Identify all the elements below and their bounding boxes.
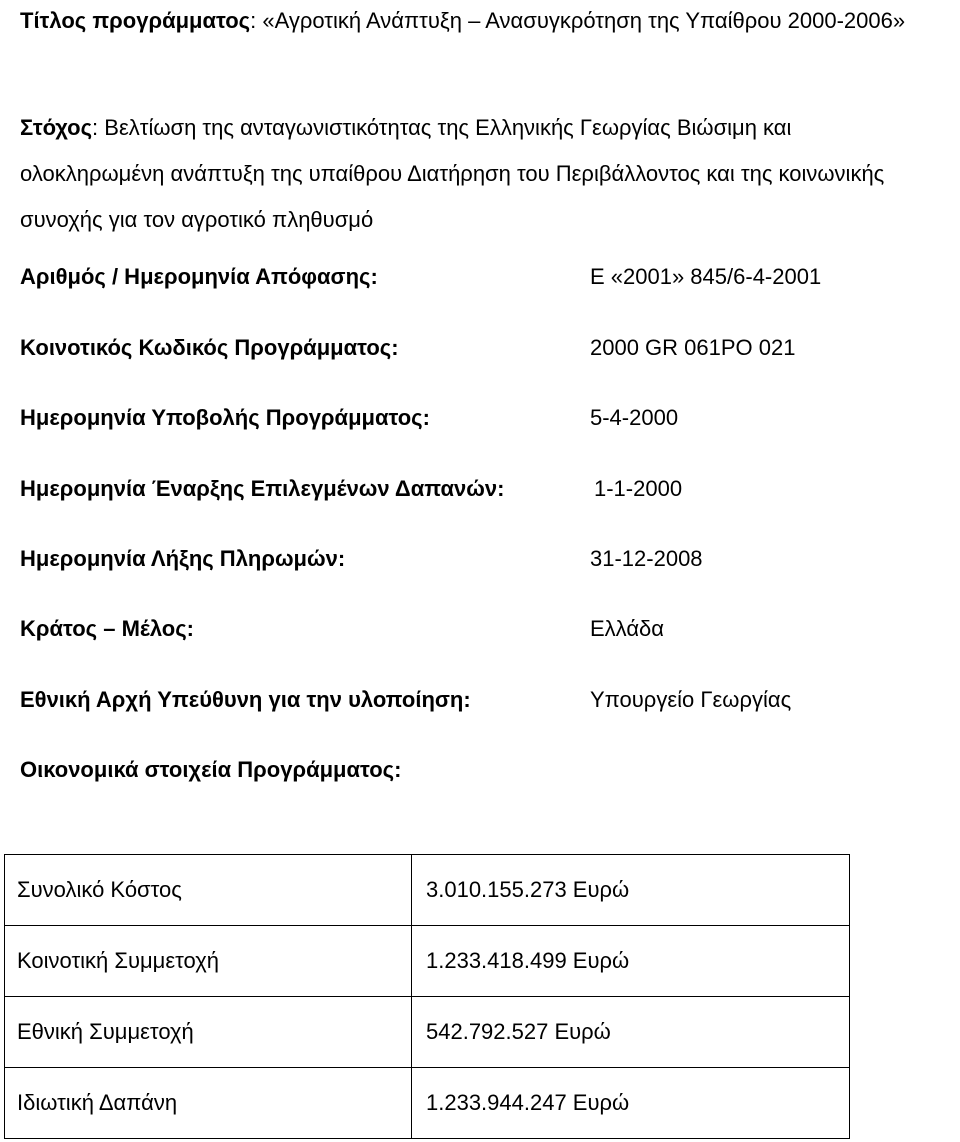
table-row — [5, 997, 850, 1068]
field-value: Ε «2001» 845/6-4-2001 — [590, 264, 822, 289]
field-value: 5-4-2000 — [590, 405, 679, 430]
table-row — [5, 926, 850, 997]
field-decision-number — [20, 264, 940, 294]
field-value: Ελλάδα — [590, 616, 665, 641]
field-program-code — [20, 335, 940, 365]
field-value: 31-12-2008 — [590, 546, 703, 571]
table-cell-item: Κοινοτική Συμμετοχή — [5, 926, 412, 997]
field-label: Αριθμός / Ημερομηνία Απόφασης: — [20, 264, 378, 289]
program-title — [20, 0, 940, 42]
field-value: 1-1-2000 — [594, 476, 683, 501]
table-row — [5, 1068, 850, 1139]
table-cell-amount: 542.792.527 Ευρώ — [412, 997, 850, 1068]
field-label: Εθνική Αρχή Υπεύθυνη για την υλοποίηση: — [20, 687, 471, 712]
program-goal-label: Στόχος — [20, 115, 93, 140]
financial-heading: Οικονομικά στοιχεία Προγράμματος: — [20, 757, 402, 782]
program-goal — [20, 105, 940, 243]
field-label: Κράτος – Μέλος: — [20, 616, 194, 641]
financial-table — [4, 854, 850, 1139]
table-cell-item: Συνολικό Κόστος — [5, 855, 412, 926]
field-label: Ημερομηνία Υποβολής Προγράμματος: — [20, 405, 430, 430]
field-national-authority — [20, 687, 940, 717]
program-goal-text: : Βελτίωση της ανταγωνιστικότητας της Ελληνικής Γεωργίας Βιώσιμη και ολοκληρωμένη ανάπτυξη της υπαίθρου Διατήρηση του Περιβάλλοντος και της κοινωνικής συνοχής για τον αγροτικό πληθυσμό — [20, 115, 885, 232]
field-eligibility-start-date — [20, 476, 940, 506]
field-label: Ημερομηνία Λήξης Πληρωμών: — [20, 546, 346, 571]
field-label: Ημερομηνία Έναρξης Επιλεγμένων Δαπανών: — [20, 476, 505, 501]
field-member-state — [20, 616, 940, 646]
table-cell-amount: 3.010.155.273 Ευρώ — [412, 855, 850, 926]
program-title-label: Τίτλος προγράμματος — [20, 8, 251, 33]
table-cell-item: Εθνική Συμμετοχή — [5, 997, 412, 1068]
table-cell-item: Ιδιωτική Δαπάνη — [5, 1068, 412, 1139]
field-submission-date — [20, 405, 940, 435]
program-title-text: : «Αγροτική Ανάπτυξη – Ανασυγκρότηση της Υπαίθρου 2000-2006» — [250, 8, 906, 33]
table-cell-amount: 1.233.944.247 Ευρώ — [412, 1068, 850, 1139]
field-value: 2000 GR 061PO 021 — [590, 335, 796, 360]
field-payment-end-date — [20, 546, 940, 576]
table-cell-amount: 1.233.418.499 Ευρώ — [412, 926, 850, 997]
table-row — [5, 855, 850, 926]
field-value: Υπουργείο Γεωργίας — [590, 687, 792, 712]
field-label: Κοινοτικός Κωδικός Προγράμματος: — [20, 335, 399, 360]
